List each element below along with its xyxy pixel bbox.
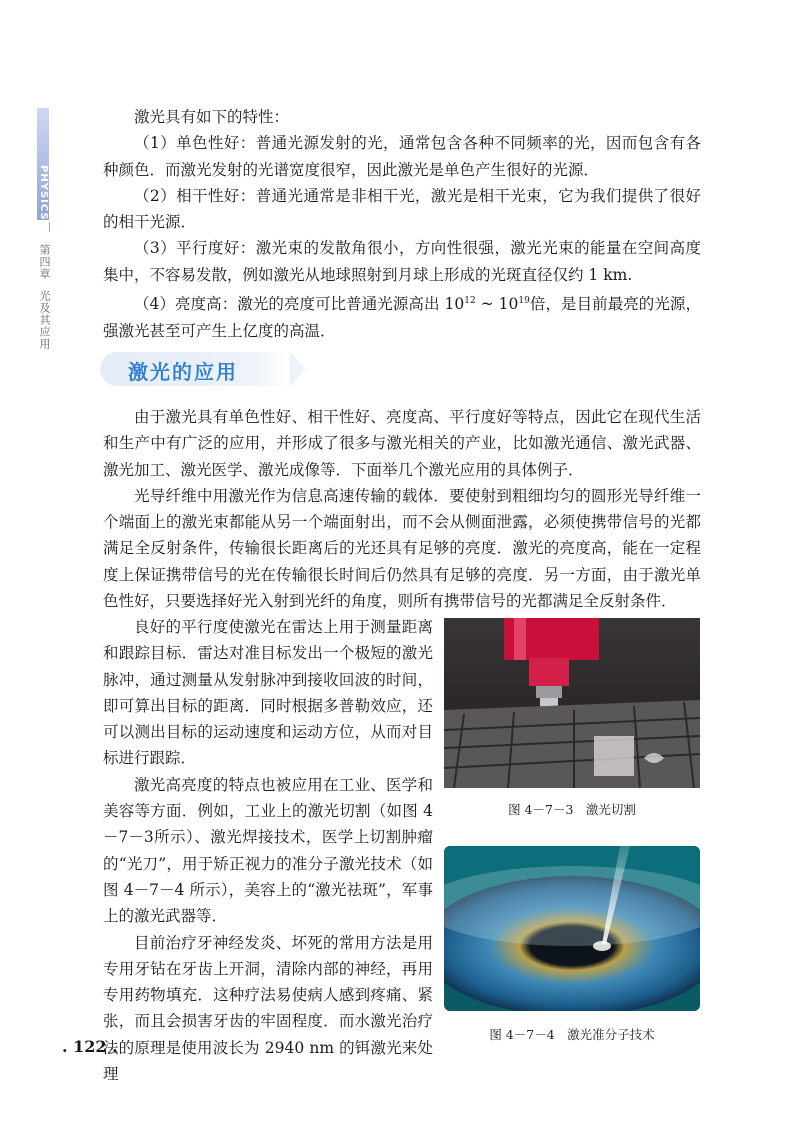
applications-intro [103,404,701,614]
paragraph: 由于激光具有单色性好、相干性好、亮度高、平行度好等特点，因此它在现代生活和生产中有广泛的应用，并形成了很多与激光相关的产业，比如激光通信、激光武器、激光加工、激光医学、激光成像等．下面举几个激光应用的具体例子． [103,408,701,479]
paragraph: 目前治疗牙神经发炎、坏死的常用方法是用专用牙钻在牙齿上开洞，清除内部的神经，再用专用药物填充．这种疗法易使病人感到疼痛、紧张，而且会损害牙齿的牢固程度．而水激光治疗法的原理是使用波长为 2940 nm 的铒激光来处理 [103,933,433,1084]
page-number: . 122 . [62,1037,118,1056]
chapter-label: 第四章 [38,244,51,280]
chapter-title: 光及其应用 [38,290,51,350]
laser-cutting-photo [444,618,700,788]
paragraph: 光导纤维中用激光作为信息高速传输的载体．要使射到粗细均匀的圆形光导纤维一个端面上的激光束都能从另一个端面射出，而不会从侧面泄露，必须使携带信号的光都满足全反射条件，传输很长距离后的光还具有足够的亮度．激光的亮度高，能在一定程度上保证携带信号的光在传输很长时间后仍然具有足够的亮度．另一方面，由于激光单色性好，只要选择好光入射到光纤的角度，则所有携带信号的光都满足全反射条件． [103,486,701,611]
figure-caption: 图 4－7－3 激光切割 [508,802,636,817]
property-coherence: （2）相干性好：普通光通常是非相干光，激光是相干光束，它为我们提供了很好的相干光源． [103,186,701,232]
figure-laser-cutting [444,618,700,818]
eye-laser-photo [444,846,700,1011]
paragraph: 激光高亮度的特点也被应用在工业、医学和美容等方面．例如，工业上的激光切割（如图 4－7－3所示）、激光焊接技术，医学上切割肿瘤的“光刀”，用于矫正视力的准分子激光技术（如图 4－7－4 所示），美容上的“激光祛斑”，军事上的激光武器等． [103,775,433,926]
properties-section [103,104,701,344]
applications-column [103,614,433,1087]
property-parallelism: （3）平行度好：激光束的发散角很小，方向性很强，激光光束的能量在空间高度集中，不容易发散，例如激光从地球照射到月球上形成的光斑直径仅约 1 km. [103,239,701,284]
figure-eye-laser [444,846,700,1043]
property-monochromatic: （1）单色性好：普通光源发射的光，通常包含各种不同频率的光，因而包含有各种颜色．而激光发射的光谱宽度很窄，因此激光是单色产生很好的光源． [103,134,701,179]
figure-caption: 图 4－7－4 激光准分子技术 [489,1027,655,1042]
properties-intro: 激光具有如下的特性： [134,108,290,126]
subject-label: PHYSICS [38,165,49,221]
paragraph: 良好的平行度使激光在雷达上用于测量距离和跟踪目标．雷达对准目标发出一个极短的激光脉冲，通过测量从发射脉冲到接收回波的时间，即可算出目标的距离．同时根据多普勒效应，还可以测出目标的运动速度和运动方位，从而对目标进行跟踪． [103,618,433,768]
section-heading: 激光的应用 [128,360,238,384]
property-brightness: （4）亮度高：激光的亮度可比普通光源高出 $10^{12}$ ~ $10^{19}$倍，是目前最亮的光源，强激光甚至可产生上亿度的高温． [103,295,701,340]
sidebar-accent-tick [37,222,50,232]
